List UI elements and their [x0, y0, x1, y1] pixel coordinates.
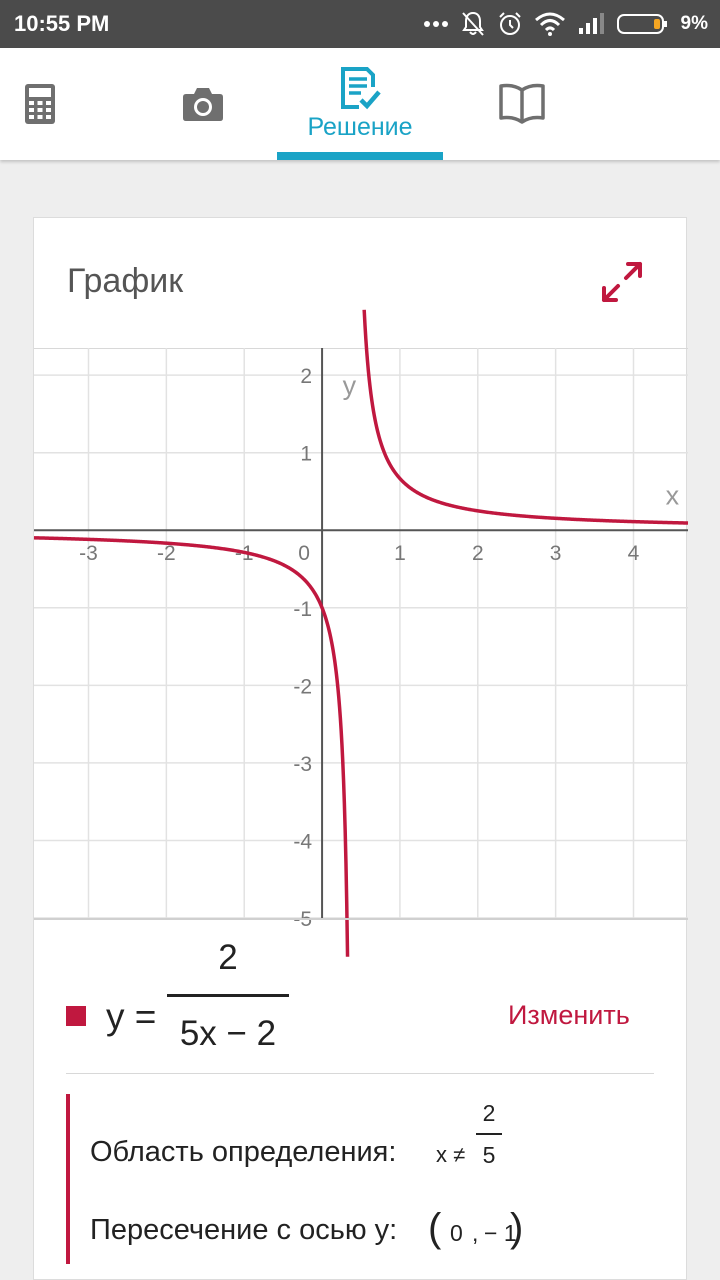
expand-icon[interactable] — [600, 260, 644, 304]
battery-percent: 9% — [680, 13, 708, 34]
status-icons — [423, 10, 708, 38]
y-tick-label: 2 — [300, 365, 313, 389]
intercept-x: 0 — [450, 1220, 463, 1246]
y-tick-label: -1 — [293, 597, 313, 621]
domain-numerator: 2 — [482, 1100, 496, 1126]
intercept-label: Пересечение с осью y: — [90, 1214, 398, 1246]
tab-book[interactable] — [480, 48, 564, 160]
tab-calculator[interactable] — [0, 48, 80, 160]
y-tick-label: -2 — [293, 675, 313, 699]
intercept-close-paren: ) — [510, 1206, 524, 1250]
y-axis-label: y — [342, 370, 357, 401]
graph-bottom-border — [34, 918, 688, 920]
battery-icon — [617, 12, 669, 36]
function-properties — [66, 1094, 666, 1264]
equation-lhs: y = — [106, 996, 157, 1037]
x-tick-label: -1 — [234, 542, 254, 566]
notifications-off-icon — [461, 11, 485, 37]
x-tick-label: -2 — [157, 542, 176, 566]
fraction-bar — [167, 994, 289, 997]
equation-divider — [66, 1073, 654, 1074]
domain-expr: x ≠ — [436, 1142, 466, 1167]
status-bar — [0, 0, 720, 48]
status-time: 10:55 PM — [14, 11, 110, 36]
curve-right-branch — [364, 310, 688, 523]
more-dots-icon — [423, 20, 449, 28]
intercept-separator: , — [472, 1220, 479, 1246]
tab-bar — [0, 48, 720, 160]
domain-denominator: 5 — [482, 1142, 496, 1168]
signal-icon — [577, 12, 605, 36]
y-tick-label: -3 — [293, 752, 313, 776]
active-tab-indicator — [277, 152, 443, 160]
y-tick-label: -4 — [293, 830, 313, 854]
x-tick-label: 4 — [627, 542, 640, 566]
book-icon — [499, 84, 545, 124]
properties-accent-bar — [66, 1094, 70, 1264]
graph-card — [33, 217, 687, 1280]
tab-camera[interactable] — [160, 48, 246, 160]
fraction-numerator: 2 — [218, 938, 238, 977]
alarm-icon — [497, 11, 523, 37]
intercept-y: − 1 — [484, 1220, 517, 1246]
solution-icon — [339, 67, 381, 111]
card-title: График — [67, 262, 184, 300]
camera-icon — [182, 86, 224, 122]
calculator-icon — [25, 84, 55, 124]
legend-swatch — [66, 1006, 86, 1026]
equation-row — [34, 938, 688, 1088]
x-tick-label: 0 — [298, 542, 310, 566]
fraction-denominator: 5x − 2 — [179, 1014, 277, 1053]
intercept-open-paren: ( — [428, 1206, 442, 1250]
domain-fraction-bar — [476, 1133, 502, 1135]
x-tick-label: 3 — [549, 542, 562, 566]
x-axis-label: x — [665, 480, 680, 511]
domain-label: Область определения: — [90, 1136, 397, 1168]
edit-button[interactable]: Изменить — [508, 1000, 630, 1030]
tab-solution-label: Решение — [307, 112, 413, 141]
x-tick-label: 2 — [471, 542, 484, 566]
tab-solution[interactable] — [277, 48, 443, 160]
y-tick-label: 1 — [300, 442, 313, 466]
function-graph[interactable] — [34, 348, 688, 918]
x-tick-label: -3 — [79, 542, 98, 566]
wifi-icon — [535, 12, 565, 36]
x-tick-label: 1 — [394, 542, 406, 566]
